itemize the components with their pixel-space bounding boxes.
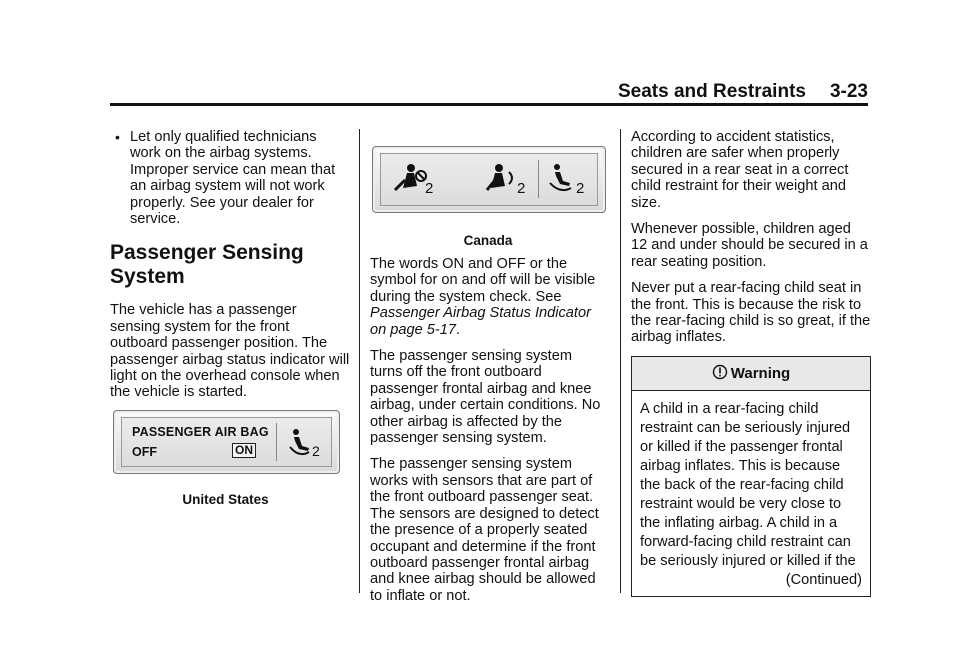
paragraph: Whenever possible, children aged 12 and under should be secured in a rear seating position. xyxy=(631,221,868,270)
section-heading: Passenger Sensing System xyxy=(110,241,304,289)
panel-label-off: OFF xyxy=(132,445,157,459)
paragraph-text: The words ON and OFF or the symbol for on and off will be visible during the system check. See xyxy=(370,256,596,305)
panel-divider xyxy=(276,423,277,461)
paragraph: Never put a rear-facing child seat in the front. This is because the risk to the rear-facing child is so great, if the airbag inflates. xyxy=(631,280,871,346)
canada-panel-divider xyxy=(538,160,539,198)
warning-header xyxy=(632,357,870,391)
warning-body xyxy=(632,391,870,596)
us-panel-face xyxy=(121,417,332,467)
page-header xyxy=(560,81,868,103)
warning-box xyxy=(631,356,871,597)
paragraph: The passenger sensing system works with sensors that are part of the front outboard passenger seat. The sensors are designed to detect the presence of a properly seated occupant and determine if the front outboard passenger frontal airbag and knee airbag should be allowed to inflate or not. xyxy=(370,456,599,604)
column-divider-2 xyxy=(620,129,621,593)
warning-continued: (Continued) xyxy=(785,572,862,589)
canada-icon-number-3: 2 xyxy=(576,180,585,197)
paragraph-end: . xyxy=(456,321,461,338)
column-divider-1 xyxy=(359,129,360,593)
canada-panel-face xyxy=(380,153,598,206)
panel-label-on: ON xyxy=(232,443,256,458)
warning-text: A child in a rear-facing child restraint can be seriously injured or killed if the passenger frontal airbag inflates. This is because the back of the rear-facing child restraint would be very close to the inflating airbag. A child in a forward-facing child restraint can be seriously injured or killed if the xyxy=(640,401,856,570)
list-item xyxy=(110,129,350,227)
panel-icon-number: 2 xyxy=(312,443,320,459)
section-title: Seats and Restraints xyxy=(618,81,806,102)
panel-label-passenger-air-bag: PASSENGER AIR BAG xyxy=(132,425,269,439)
cross-reference-link[interactable]: Passenger Airbag Status Indicator on page 5-17 xyxy=(370,305,591,338)
bullet-text: Let only qualified technicians work on the airbag systems. Improper service can mean that an airbag system will not work properly. See your dealer for service. xyxy=(130,129,336,228)
warning-title: Warning xyxy=(730,364,791,382)
airbag-off-icon xyxy=(393,162,427,196)
paragraph: According to accident statistics, children are safer when properly secured in a rear seat in a correct child restraint for their weight and size. xyxy=(631,129,849,211)
paragraph: The passenger sensing system turns off the front outboard passenger frontal airbag and knee airbag, under certain conditions. No other airbag is affected by the passenger sensing system. xyxy=(370,348,601,447)
column-1 xyxy=(110,129,350,411)
canada-icon-number-1: 2 xyxy=(425,180,434,197)
page-number: 3-23 xyxy=(829,81,868,102)
paragraph xyxy=(370,256,608,338)
bullet-icon: • xyxy=(115,129,120,145)
column-3 xyxy=(631,129,871,597)
airbag-on-icon xyxy=(485,162,519,196)
warning-icon xyxy=(712,364,728,380)
us-caption: United States xyxy=(182,492,269,507)
canada-status-indicator-panel xyxy=(372,146,606,213)
canada-caption: Canada xyxy=(463,233,513,248)
seated-passenger-icon xyxy=(287,428,313,458)
canada-icon-number-2: 2 xyxy=(517,180,526,197)
column-2 xyxy=(370,256,608,614)
header-rule xyxy=(110,103,868,106)
paragraph: The vehicle has a passenger sensing system for the front outboard passenger position. The passenger airbag status indicator will light on the overhead console when the vehicle is started. xyxy=(110,302,350,401)
us-status-indicator-panel xyxy=(113,410,340,474)
seated-passenger-icon xyxy=(547,163,575,195)
